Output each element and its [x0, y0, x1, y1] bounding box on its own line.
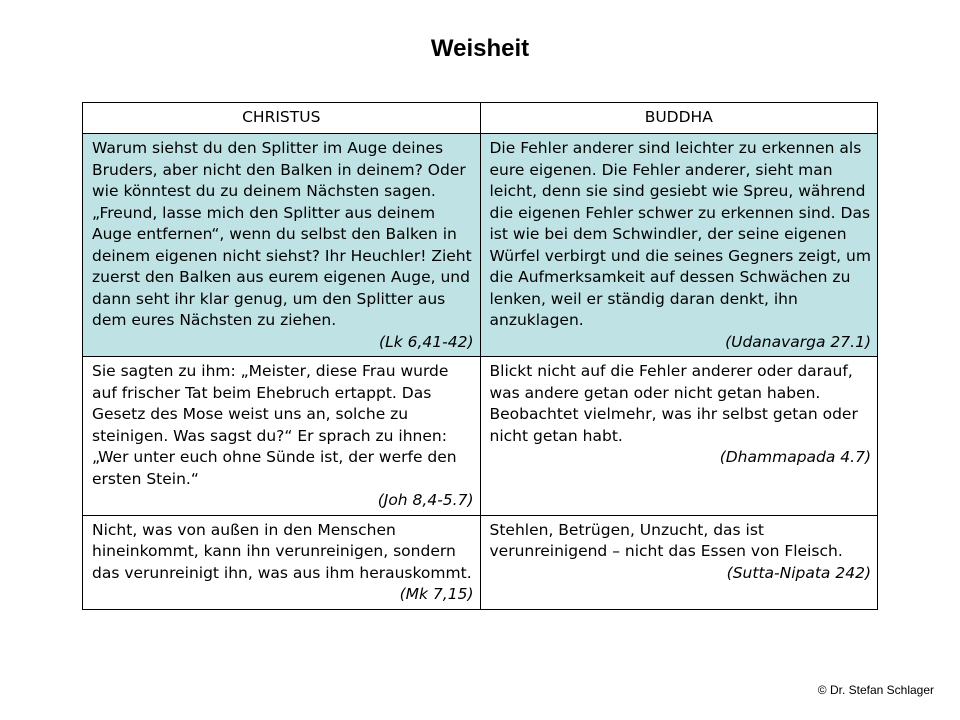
header-christus: CHRISTUS	[83, 103, 481, 134]
buddha-quote: Die Fehler anderer sind leichter zu erkennen als eure eigenen. Die Fehler anderer, sieht man leicht, denn sie sind gesiebt wie Spreu, während die eigenen Fehler schwer zu erkennen sind. Das ist wie bei dem Schwindler, der seine eigenen Würfel verbirgt und die seines Gegners zeigt, um die Aufmerksamkeit auf dessen Schwächen zu lenken, weil er ständig daran denkt, ihn anzuklagen.	[489, 139, 871, 329]
buddha-reference: (Udanavarga 27.1)	[725, 332, 871, 351]
christus-reference: (Joh 8,4-5.7)	[377, 491, 474, 509]
christus-quote: Nicht, was von außen in den Menschen hineinkommt, kann ihn verunreinigen, sondern das verunreinigt ihn, was aus ihm herauskommt.	[92, 520, 472, 582]
slide-title: Weisheit	[430, 35, 530, 62]
christus-cell	[83, 357, 481, 516]
comparison-table	[82, 102, 878, 610]
table-row	[83, 357, 878, 516]
christus-reference: (Mk 7,15)	[399, 585, 474, 603]
christus-cell	[83, 134, 481, 357]
christus-cell	[83, 515, 481, 609]
buddha-quote: Stehlen, Betrügen, Unzucht, das ist verunreinigend – nicht das Essen von Fleisch.	[489, 520, 843, 560]
copyright-notice: © Dr. Stefan Schlager	[817, 683, 934, 697]
christus-quote: Sie sagten zu ihm: „Meister, diese Frau wurde auf frischer Tat beim Ehebruch ertappt. Das Gesetz des Mose weist uns an, solche zu steinigen. Was sagst du?“ Er sprach zu ihnen: „Wer unter euch ohne Sünde ist, der werfe den ersten Stein.“	[92, 362, 457, 488]
table-row	[83, 134, 878, 357]
christus-quote: Warum siehst du den Splitter im Auge deines Bruders, aber nicht den Balken in deinem? Oder wie könntest du zu deinem Nächsten sagen. „Freund, lasse mich den Splitter aus deinem Auge entfernen“, wenn du selbst den Balken in deinem eigenen nicht siehst? Ihr Heuchler! Zieht zuerst den Balken aus eurem eigenen Auge, und dann seht ihr klar genug, um den Splitter aus dem eures Nächsten zu ziehen.	[92, 139, 472, 329]
buddha-reference: (Dhammapada 4.7)	[719, 448, 871, 466]
table-row	[83, 515, 878, 609]
buddha-cell	[480, 357, 878, 516]
buddha-reference: (Sutta-Nipata 242)	[726, 563, 871, 582]
buddha-cell	[480, 515, 878, 609]
buddha-quote: Blickt nicht auf die Fehler anderer oder darauf, was andere getan oder nicht getan haben. Beobachtet vielmehr, was ihr selbst getan oder nicht getan habt.	[489, 362, 858, 445]
header-row	[83, 103, 878, 134]
header-buddha: BUDDHA	[480, 103, 878, 134]
christus-reference: (Lk 6,41-42)	[379, 332, 474, 351]
buddha-cell	[480, 134, 878, 357]
